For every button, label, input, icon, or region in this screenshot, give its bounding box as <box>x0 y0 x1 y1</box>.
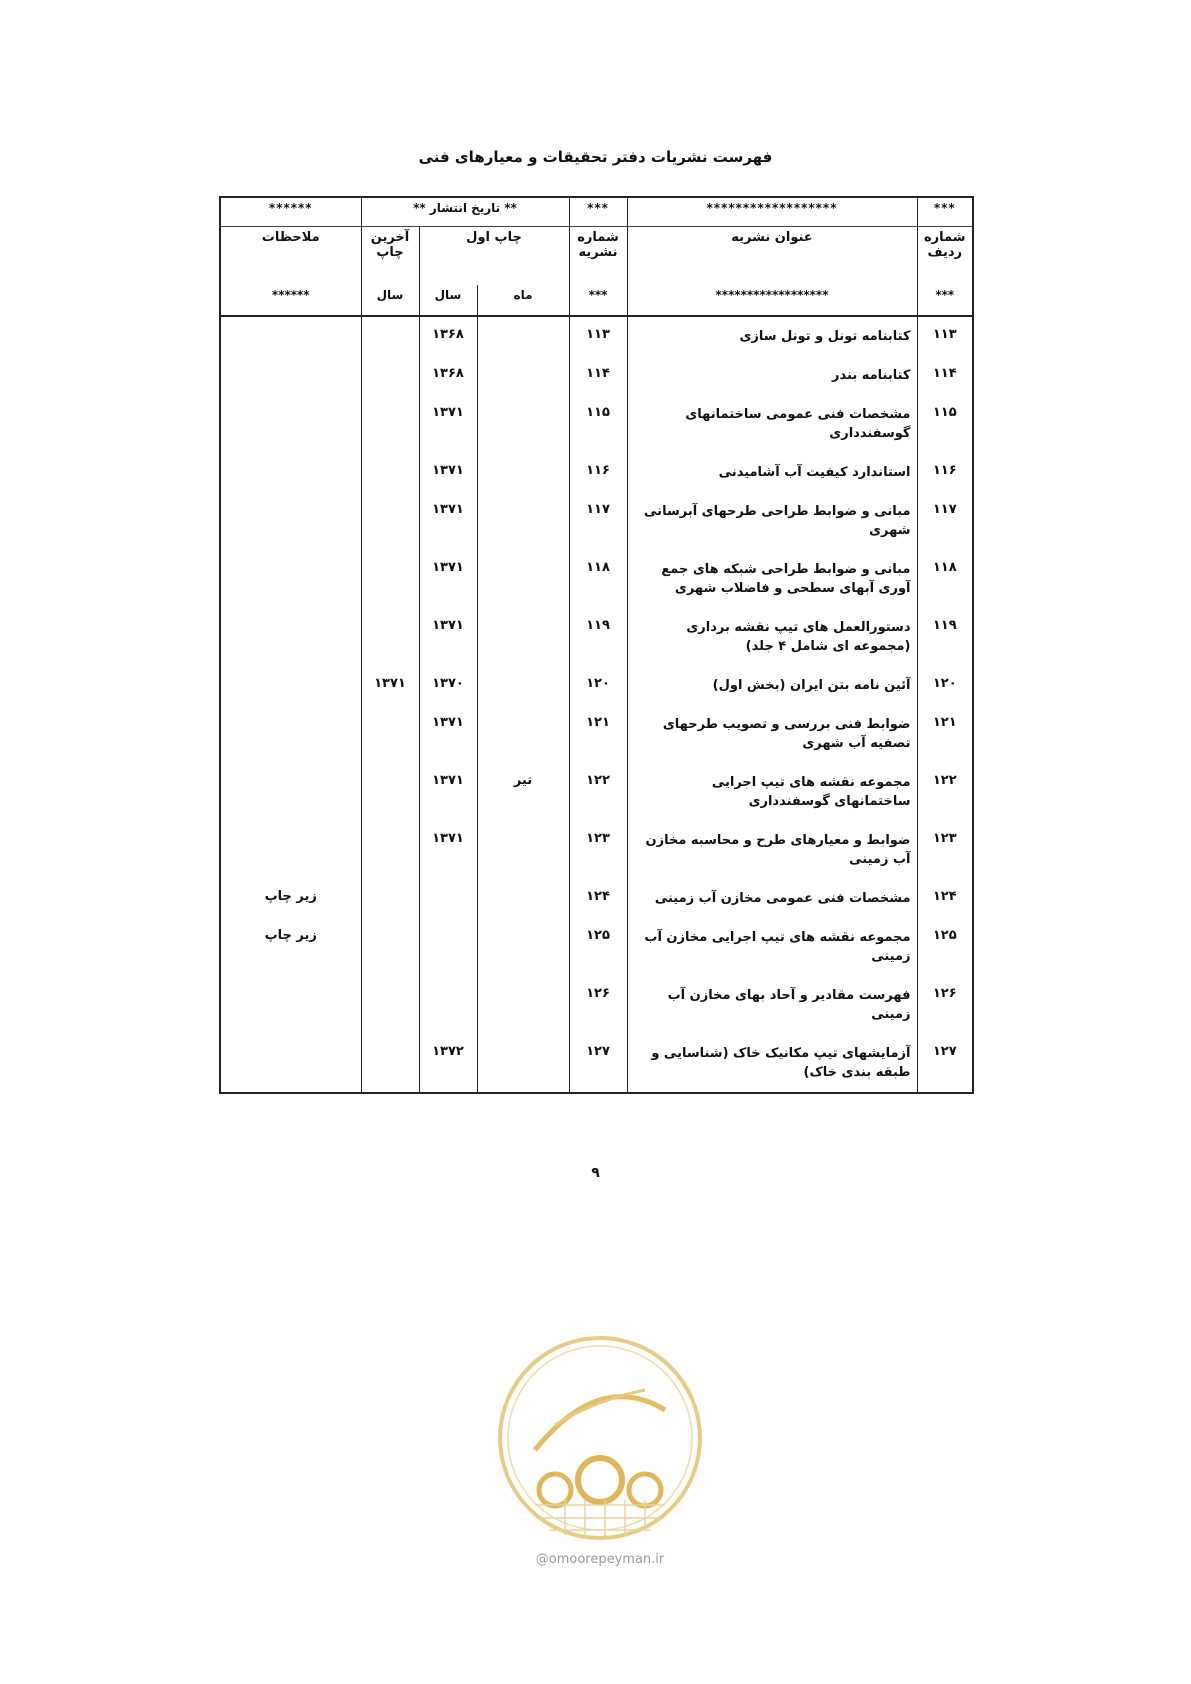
table-row <box>220 879 973 918</box>
page-number: ۹ <box>591 1165 600 1181</box>
title-cell: مبانی و ضوابط طراحی شبکه های جمع آوری آبهای سطحی و فاضلاب شهری <box>627 550 917 608</box>
last-print-year-cell <box>361 705 419 763</box>
notes-cell <box>220 608 361 666</box>
month-cell <box>477 879 569 918</box>
row-number-cell: ۱۲۴ <box>917 879 973 918</box>
table-row <box>220 492 973 550</box>
row-number-cell: ۱۲۶ <box>917 976 973 1034</box>
title-cell: آئین نامه بتن ایران (بخش اول) <box>627 666 917 705</box>
last-print-year-cell <box>361 395 419 453</box>
notes-cell: زیر چاپ <box>220 918 361 976</box>
title-cell: مشخصات فنی عمومی مخازن آب زمینی <box>627 879 917 918</box>
first-print-year-cell <box>419 918 477 976</box>
notes-cell <box>220 316 361 356</box>
title-cell: فهرست مقادیر و آحاد بهای مخازن آب زمینی <box>627 976 917 1034</box>
notes-cell <box>220 1034 361 1093</box>
month-cell <box>477 1034 569 1093</box>
title-cell: کتابنامه تونل و تونل سازی <box>627 316 917 356</box>
first-print-year-cell: ۱۳۷۱ <box>419 821 477 879</box>
last-print-year-cell <box>361 879 419 918</box>
pub-number-cell: ۱۲۳ <box>569 821 627 879</box>
pub-number-cell: ۱۲۷ <box>569 1034 627 1093</box>
table-row <box>220 608 973 666</box>
row-number-cell: ۱۱۹ <box>917 608 973 666</box>
table-row <box>220 550 973 608</box>
header-title-stars: ****************** <box>627 197 917 227</box>
header-last-print: آخرین چاپ <box>361 227 419 286</box>
header-pub-stars-bottom: *** <box>569 285 627 316</box>
row-number-cell: ۱۲۵ <box>917 918 973 976</box>
last-print-year-cell <box>361 763 419 821</box>
pub-number-cell: ۱۲۶ <box>569 976 627 1034</box>
row-number-cell: ۱۲۷ <box>917 1034 973 1093</box>
pub-number-cell: ۱۱۸ <box>569 550 627 608</box>
row-number-cell: ۱۲۳ <box>917 821 973 879</box>
header-notes: ملاحظات <box>220 227 361 286</box>
notes-cell <box>220 705 361 763</box>
first-print-year-cell: ۱۳۷۰ <box>419 666 477 705</box>
notes-cell <box>220 976 361 1034</box>
table-row <box>220 821 973 879</box>
first-print-year-cell: ۱۳۷۱ <box>419 395 477 453</box>
table-row <box>220 705 973 763</box>
last-print-year-cell: ۱۳۷۱ <box>361 666 419 705</box>
last-print-year-cell <box>361 608 419 666</box>
table-row <box>220 356 973 395</box>
row-number-cell: ۱۱۶ <box>917 453 973 492</box>
row-number-cell: ۱۱۴ <box>917 356 973 395</box>
last-print-year-cell <box>361 550 419 608</box>
title-cell: ضوابط فنی بررسی و تصویب طرحهای تصفیه آب شهری <box>627 705 917 763</box>
pub-number-cell: ۱۲۰ <box>569 666 627 705</box>
title-cell: استاندارد کیفیت آب آشامیدنی <box>627 453 917 492</box>
header-row-number: شماره ردیف <box>917 227 973 286</box>
header-row-stars: *** <box>917 197 973 227</box>
page-title: فهرست نشریات دفتر تحقیقات و معیارهای فنی <box>418 148 773 166</box>
table-row <box>220 1034 973 1093</box>
stamp-logo-icon <box>495 1330 705 1545</box>
month-cell <box>477 821 569 879</box>
notes-cell <box>220 666 361 705</box>
pub-number-cell: ۱۲۲ <box>569 763 627 821</box>
row-number-cell: ۱۱۵ <box>917 395 973 453</box>
month-cell <box>477 492 569 550</box>
notes-cell <box>220 356 361 395</box>
month-cell <box>477 705 569 763</box>
table-row <box>220 453 973 492</box>
month-cell: تیر <box>477 763 569 821</box>
notes-cell <box>220 821 361 879</box>
table-row <box>220 395 973 453</box>
title-cell: آزمایشهای تیپ مکانیک خاک (شناسایی و طبقه بندی خاک) <box>627 1034 917 1093</box>
title-cell: مبانی و ضوابط طراحی طرحهای آبرسانی شهری <box>627 492 917 550</box>
first-print-year-cell: ۱۳۷۱ <box>419 705 477 763</box>
first-print-year-cell: ۱۳۷۲ <box>419 1034 477 1093</box>
last-print-year-cell <box>361 821 419 879</box>
last-print-year-cell <box>361 453 419 492</box>
publications-table-wrapper <box>219 196 974 1094</box>
table-row <box>220 976 973 1034</box>
month-cell <box>477 976 569 1034</box>
watermark-stamp <box>495 1330 705 1590</box>
last-print-year-cell <box>361 1034 419 1093</box>
row-number-cell: ۱۲۰ <box>917 666 973 705</box>
row-number-cell: ۱۲۲ <box>917 763 973 821</box>
month-cell <box>477 608 569 666</box>
pub-number-cell: ۱۱۶ <box>569 453 627 492</box>
table-row <box>220 763 973 821</box>
header-subcolumns-row <box>220 285 973 316</box>
notes-cell <box>220 453 361 492</box>
pub-number-cell: ۱۱۴ <box>569 356 627 395</box>
first-print-year-cell: ۱۳۷۱ <box>419 608 477 666</box>
table-row <box>220 666 973 705</box>
header-year-last: سال <box>361 285 419 316</box>
pub-number-cell: ۱۲۱ <box>569 705 627 763</box>
month-cell <box>477 550 569 608</box>
pub-number-cell: ۱۱۷ <box>569 492 627 550</box>
first-print-year-cell <box>419 879 477 918</box>
month-cell <box>477 666 569 705</box>
pub-number-cell: ۱۲۴ <box>569 879 627 918</box>
row-number-cell: ۱۱۳ <box>917 316 973 356</box>
row-number-cell: ۱۲۱ <box>917 705 973 763</box>
row-number-cell: ۱۱۷ <box>917 492 973 550</box>
title-cell: کتابنامه بندر <box>627 356 917 395</box>
last-print-year-cell <box>361 976 419 1034</box>
header-title: عنوان نشریه <box>627 227 917 286</box>
last-print-year-cell <box>361 356 419 395</box>
first-print-year-cell: ۱۳۶۸ <box>419 356 477 395</box>
first-print-year-cell <box>419 976 477 1034</box>
last-print-year-cell <box>361 918 419 976</box>
month-cell <box>477 316 569 356</box>
notes-cell <box>220 550 361 608</box>
stamp-url: @omoorepeyman.ir <box>535 1552 665 1567</box>
first-print-year-cell: ۱۳۷۱ <box>419 550 477 608</box>
header-notes-stars: ****** <box>220 197 361 227</box>
title-cell: مجموعه نقشه های تیپ اجرایی مخازن آب زمینی <box>627 918 917 976</box>
header-title-stars-bottom: ****************** <box>627 285 917 316</box>
header-month: ماه <box>477 285 569 316</box>
table-row <box>220 316 973 356</box>
header-row-stars-bottom: *** <box>917 285 973 316</box>
first-print-year-cell: ۱۳۶۸ <box>419 316 477 356</box>
header-first-print: چاپ اول <box>419 227 569 286</box>
last-print-year-cell <box>361 316 419 356</box>
first-print-year-cell: ۱۳۷۱ <box>419 763 477 821</box>
pub-number-cell: ۱۱۵ <box>569 395 627 453</box>
notes-cell <box>220 395 361 453</box>
notes-cell <box>220 763 361 821</box>
notes-cell: زیر چاپ <box>220 879 361 918</box>
title-cell: دستورالعمل های تیپ نقشه برداری (مجموعه ای شامل ۴ جلد) <box>627 608 917 666</box>
publications-table <box>219 196 974 1094</box>
header-stars-row <box>220 197 973 227</box>
month-cell <box>477 918 569 976</box>
title-cell: ضوابط و معیارهای طرح و محاسبه مخازن آب زمینی <box>627 821 917 879</box>
header-labels-row <box>220 227 973 286</box>
header-pub-number: شماره نشریه <box>569 227 627 286</box>
title-cell: مشخصات فنی عمومی ساختمانهای گوسفندداری <box>627 395 917 453</box>
header-year-first: سال <box>419 285 477 316</box>
title-cell: مجموعه نقشه های تیپ اجرایی ساختمانهای گوسفندداری <box>627 763 917 821</box>
header-pub-stars: *** <box>569 197 627 227</box>
month-cell <box>477 356 569 395</box>
pub-number-cell: ۱۱۳ <box>569 316 627 356</box>
first-print-year-cell: ۱۳۷۱ <box>419 453 477 492</box>
header-pub-date: ** تاریخ انتشار ** <box>361 197 569 227</box>
first-print-year-cell: ۱۳۷۱ <box>419 492 477 550</box>
header-notes-stars-bottom: ****** <box>220 285 361 316</box>
table-row <box>220 918 973 976</box>
month-cell <box>477 453 569 492</box>
last-print-year-cell <box>361 492 419 550</box>
month-cell <box>477 395 569 453</box>
pub-number-cell: ۱۲۵ <box>569 918 627 976</box>
row-number-cell: ۱۱۸ <box>917 550 973 608</box>
pub-number-cell: ۱۱۹ <box>569 608 627 666</box>
notes-cell <box>220 492 361 550</box>
